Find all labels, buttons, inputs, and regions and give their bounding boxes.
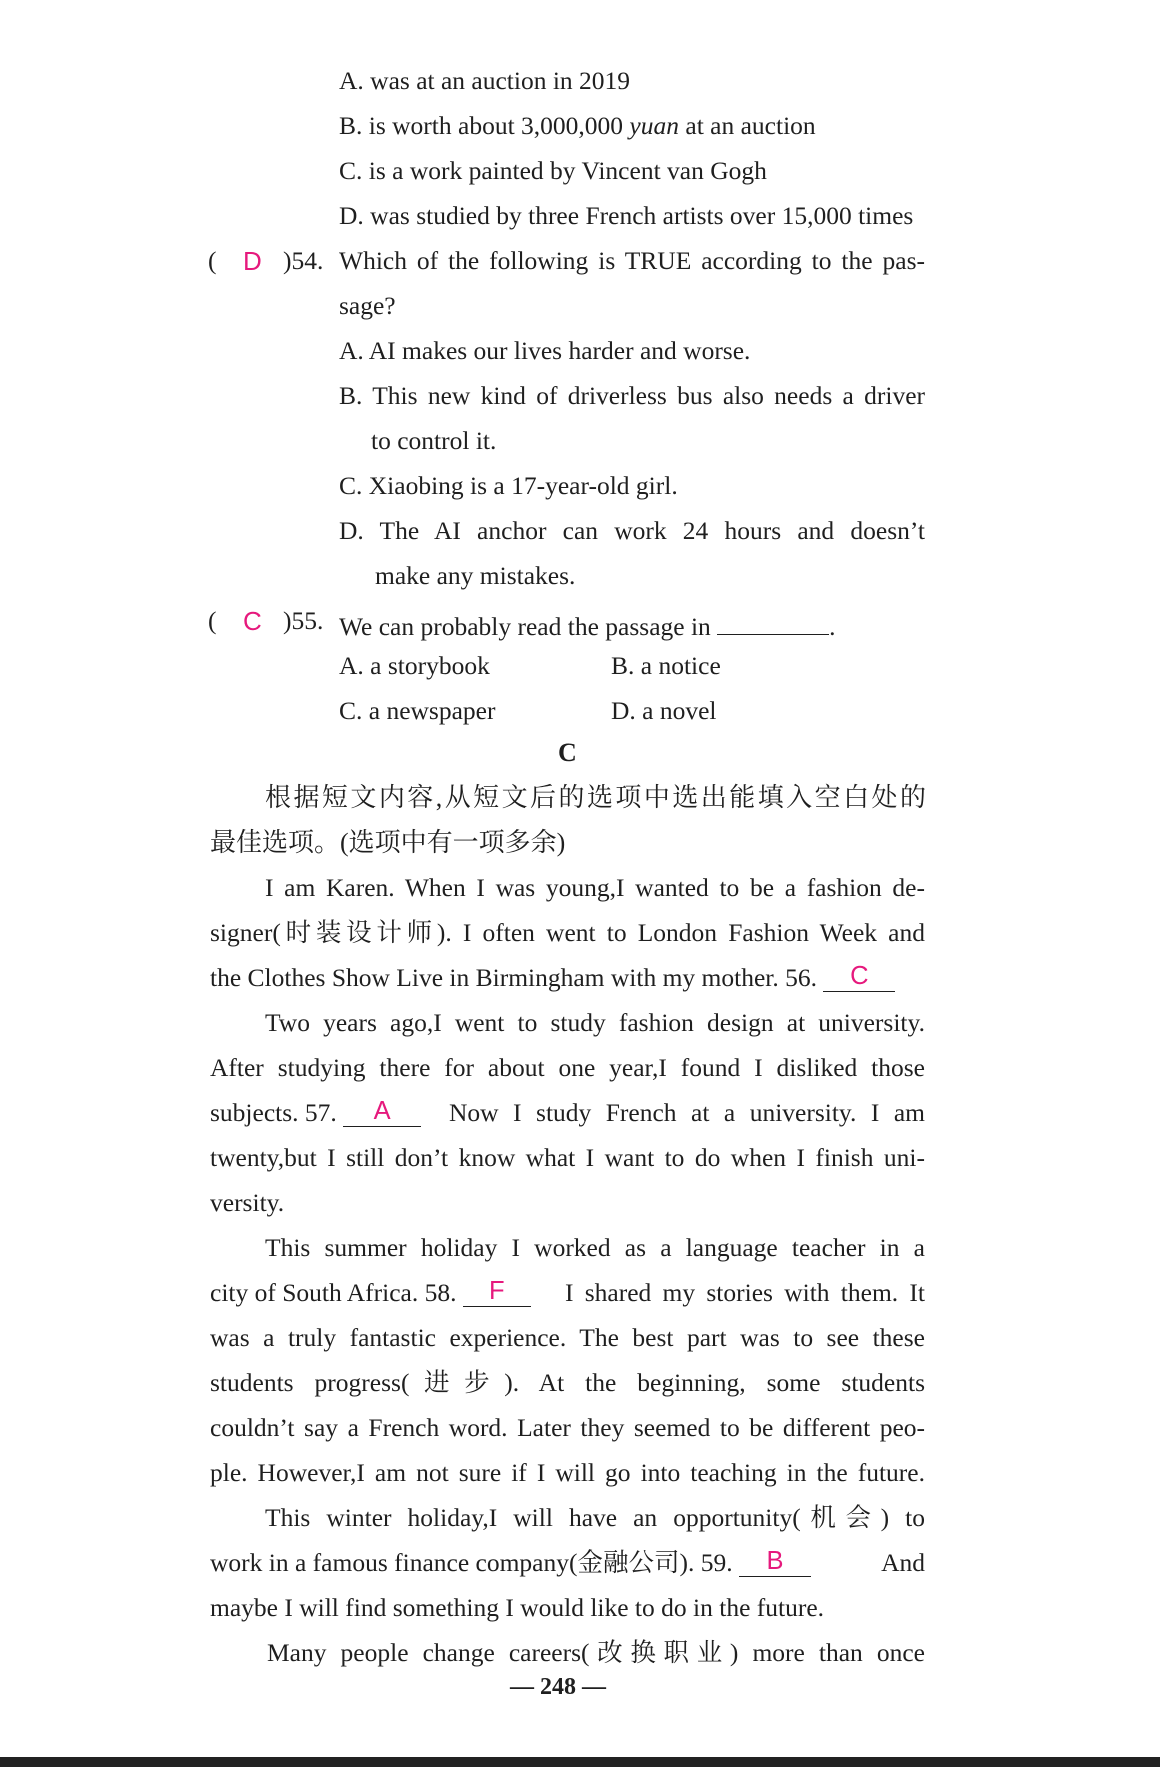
q53-option-b-text: B. is worth about 3,000,000 xyxy=(339,111,630,140)
q55-paren-open: ( xyxy=(208,606,217,635)
q55-blank xyxy=(717,608,829,635)
q54-option-b-line1: B. This new kind of driverless bus also needs a driver xyxy=(339,381,925,410)
p2-line3 xyxy=(210,1097,925,1127)
q55-option-d: D. a novel xyxy=(611,696,717,725)
p3-line4: students progress(进步). At the beginning, some students xyxy=(210,1368,925,1397)
p2-line2: After studying there for about one year,I found I disliked those xyxy=(210,1053,925,1082)
section-c-heading: C xyxy=(558,738,577,767)
section-c-instruction-line2: 最佳选项。(选项中有一项多余) xyxy=(210,828,566,857)
q55-option-c: C. a newspaper xyxy=(339,696,496,725)
bottom-bar xyxy=(0,1757,1160,1767)
p4-line2-start xyxy=(210,1547,811,1577)
q55-stem-end: . xyxy=(829,612,836,641)
q54-option-c: C. Xiaobing is a 17-year-old girl. xyxy=(339,471,678,500)
answer-59: B xyxy=(766,1547,784,1575)
q54-paren-open: ( xyxy=(208,246,217,275)
p1-line3-text: the Clothes Show Live in Birmingham with my mother. 56. xyxy=(210,963,818,992)
p3-line1: This summer holiday I worked as a language teacher in a xyxy=(265,1233,925,1262)
q53-option-b-italic: yuan xyxy=(629,111,679,140)
q54-number: )54. xyxy=(283,246,324,275)
q55-option-b: B. a notice xyxy=(611,651,721,680)
p3-line2-start xyxy=(210,1277,531,1307)
p3-line3: was a truly fantastic experience. The best part was to see these xyxy=(210,1323,925,1352)
p3-line2 xyxy=(210,1277,925,1307)
answer-57: A xyxy=(373,1097,391,1125)
q55-option-a: A. a storybook xyxy=(339,651,490,680)
p2-line3-start xyxy=(210,1097,421,1127)
q55-stem-text: We can probably read the passage in xyxy=(339,612,711,641)
p5-line1: Many people change careers(改换职业) more than once xyxy=(267,1638,925,1667)
p1-line1: I am Karen. When I was young,I wanted to be a fashion de- xyxy=(265,873,925,902)
p2-line1: Two years ago,I went to study fashion design at university. xyxy=(265,1008,925,1037)
q53-option-a: A. was at an auction in 2019 xyxy=(339,66,631,95)
p2-line4: twenty,but I still don’t know what I want to do when I finish uni- xyxy=(210,1143,925,1172)
p2-line3-text: subjects. 57. xyxy=(210,1098,337,1127)
blank-56 xyxy=(823,962,895,992)
p2-line3-end: Now I study French at a university. I am xyxy=(449,1098,925,1127)
q53-option-c: C. is a work painted by Vincent van Gogh xyxy=(339,156,767,185)
p1-line2: signer(时装设计师). I often went to London Fashion Week and xyxy=(210,918,925,947)
q54-option-d-line2: make any mistakes. xyxy=(375,561,576,590)
answer-58: F xyxy=(489,1277,505,1305)
q54-option-a: A. AI makes our lives harder and worse. xyxy=(339,336,751,365)
p3-line2-text: city of South Africa. 58. xyxy=(210,1278,457,1307)
blank-59 xyxy=(739,1547,811,1577)
p3-line2-end: I shared my stories with them. It xyxy=(565,1278,925,1307)
q55-stem xyxy=(339,608,836,640)
answer-56: C xyxy=(850,962,869,990)
q55-number: )55. xyxy=(283,606,324,635)
q53-option-b xyxy=(339,113,816,139)
p3-line5: couldn’t say a French word. Later they seemed to be different peo- xyxy=(210,1413,925,1442)
q54-stem-line2: sage? xyxy=(339,291,396,320)
q53-option-b-text-end: at an auction xyxy=(679,111,816,140)
q54-option-b-line2: to control it. xyxy=(371,426,497,455)
p4-line3: maybe I will find something I would like to do in the future. xyxy=(210,1593,825,1622)
section-c-instruction-line1: 根据短文内容,从短文后的选项中选出能填入空白处的 xyxy=(265,783,926,812)
p4-line2 xyxy=(210,1547,925,1577)
blank-57 xyxy=(343,1097,421,1127)
p4-line1: This winter holiday,I will have an opportunity(机会) to xyxy=(265,1503,925,1532)
blank-58 xyxy=(463,1277,531,1307)
q54-answer: D xyxy=(243,246,262,276)
p4-line2-text: work in a famous finance company(金融公司). 59. xyxy=(210,1548,733,1577)
page-number: — 248 — xyxy=(510,1674,606,1700)
q54-option-d-line1: D. The AI anchor can work 24 hours and doesn’t xyxy=(339,516,925,545)
q54-stem-line1: Which of the following is TRUE according to the pas- xyxy=(339,246,925,275)
p3-line6: ple. However,I am not sure if I will go into teaching in the future. xyxy=(210,1458,925,1487)
p1-line3 xyxy=(210,962,895,992)
q53-option-d: D. was studied by three French artists over 15,000 times xyxy=(339,201,914,230)
p4-line2-end: And xyxy=(881,1548,925,1577)
p2-line5: versity. xyxy=(210,1188,285,1217)
q55-answer: C xyxy=(243,606,262,636)
